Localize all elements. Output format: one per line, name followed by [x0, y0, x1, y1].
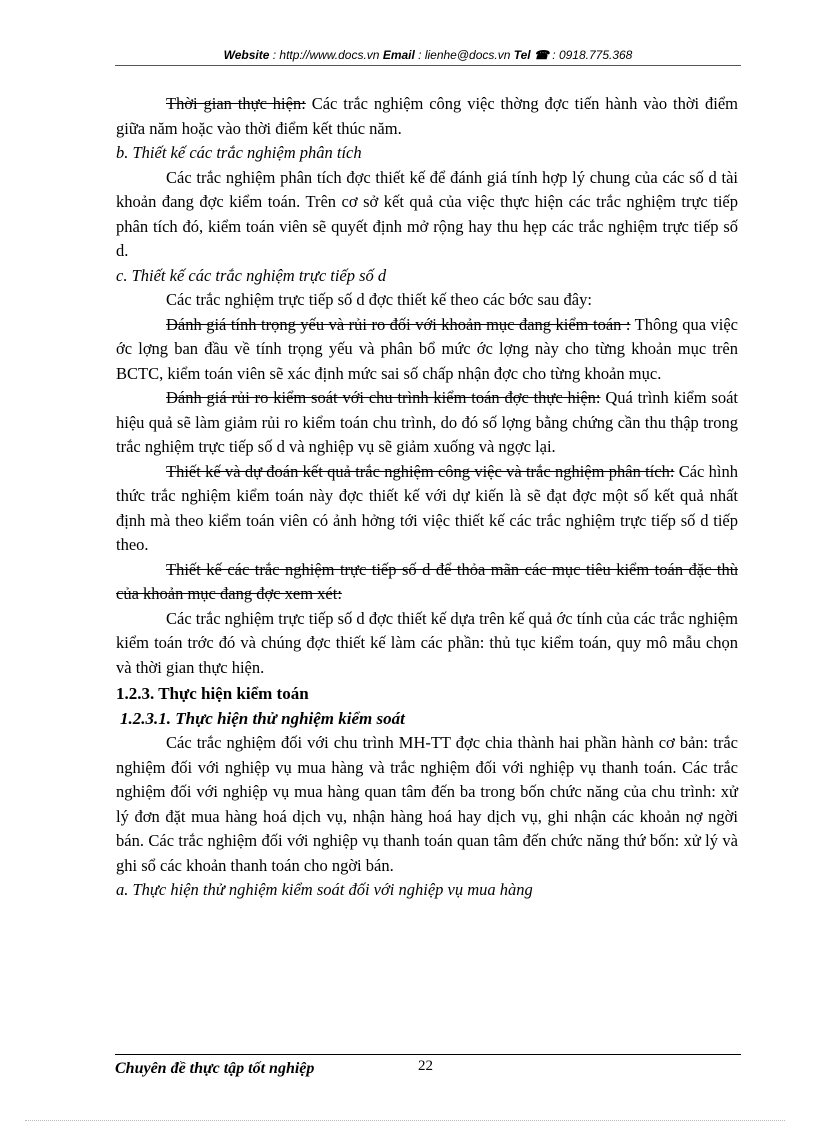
- heading-1-2-3: 1.2.3. Thực hiện kiểm toán: [116, 684, 309, 703]
- paragraph-analytic: Các trắc nghiệm phân tích đợc thiết kế để đánh giá tính hợp lý chung của các số d tài khoản đang đợc kiểm toán. Trên cơ sở kết quả của việc thực hiện các trắc nghiệm trực tiếp phân tích đó, kiểm toán viên sẽ quyết định mở rộng hay thu hẹp các trắc nghiệm trực tiếp số d.: [116, 167, 738, 260]
- paragraph-control-risk: Đánh giá rủi ro kiểm soát với chu trình kiểm toán đợc thực hiện: Quá trình kiểm soát hiệu quả sẽ làm giảm rủi ro kiểm toán chu trình, do đó số lợng bằng chứng cần thu thập trong trắc nghiệm trực tiếp số d và nghiệp vụ sẽ giảm xuống và ngợc lại.: [116, 388, 738, 456]
- page-footer: [115, 1054, 741, 1077]
- footer-rule: [115, 1054, 741, 1055]
- paragraph-design-based: Các trắc nghiệm trực tiếp số d đợc thiết kế dựa trên kế quả ớc tính của các trắc nghiệm kiểm toán trớc đó và chúng đợc thiết kế làm các phần: thủ tục kiểm toán, quy mô mẫu chọn và thời gian thực hiện.: [116, 608, 738, 677]
- paragraph-steps: Các trắc nghiệm trực tiếp số d đợc thiết kế theo các bớc sau đây:: [166, 290, 592, 309]
- subheading-a: a. Thực hiện thử nghiệm kiểm soát đối với nghiệp vụ mua hàng: [116, 880, 533, 899]
- tel-label: Tel ☎: [513, 48, 549, 62]
- paragraph-materiality: Đánh giá tính trọng yếu và rủi ro đối với khoản mục đang kiểm toán : Thông qua việc ớc lợng ban đầu về tính trọng yếu và phân bổ mức ớc lợng này cho từng khoản mục trên BCTC, kiểm toán viên sẽ xác định mức sai số chấp nhận đợc cho từng khoản mục.: [116, 314, 738, 383]
- page-header: [115, 48, 741, 62]
- website-label: Website: [223, 48, 270, 62]
- tel-value: : 0918.775.368: [548, 48, 633, 62]
- website-value[interactable]: : http://www.docs.vn: [269, 48, 383, 62]
- subheading-b: b. Thiết kế các trắc nghiệm phân tích: [116, 143, 362, 162]
- paragraph-control-tests: Các trắc nghiệm đối với chu trình MH-TT đợc chia thành hai phần hành cơ bản: trắc nghiệm đối với nghiệp vụ mua hàng và trắc nghiệm đối với nghiệp vụ thanh toán. Các trắc nghiệm đối với nghiệp vụ mua hàng quan tâm đến ba trong bốn chức năng của chu trình: xử lý đơn đặt mua hàng hoá dịch vụ, nhận hàng hoá hay dịch vụ, ghi nhận các khoản nợ ngời bán. Các trắc nghiệm đối với nghiệp vụ thanh toán quan tâm đến chức năng thứ bốn: xử lý và ghi sổ các khoản thanh toán cho ngời bán.: [116, 733, 738, 875]
- page-number: 22: [418, 1058, 433, 1074]
- heading-1-2-3-1: 1.2.3.1. Thực hiện thử nghiệm kiểm soát: [120, 708, 405, 728]
- paragraph-time: Thời gian thực hiện: Các trắc nghiệm công việc thờng đợc tiến hành vào thời điểm giữa năm hoặc vào thời điểm kết thúc năm.: [116, 94, 739, 138]
- footer-title: Chuyên đề thực tập tốt nghiệp: [115, 1060, 315, 1077]
- paragraph-design-predict: Thiết kế và dự đoán kết quả trắc nghiệm công việc và trắc nghiệm phân tích: Các hình thức trắc nghiệm kiểm toán này đợc thiết kế với dự kiến là sẽ đạt đợc một số kết quả nhất định mà theo kiểm toán viên có ảnh hởng tới việc thiết kế các trắc nghiệm trực tiếp số d tiếp theo.: [116, 461, 738, 554]
- email-label: Email: [382, 48, 415, 62]
- document-body: [116, 92, 738, 903]
- header-rule: [115, 65, 741, 66]
- phone-icon: ☎: [533, 48, 549, 62]
- subheading-c: c. Thiết kế các trắc nghiệm trực tiếp số d: [116, 265, 387, 285]
- email-value[interactable]: : lienhe@docs.vn: [414, 48, 514, 62]
- paragraph-design-objectives: Thiết kế các trắc nghiệm trực tiếp số d để thỏa mãn các mục tiêu kiểm toán đặc thù của khoản mục đang đợc xem xét:: [116, 559, 738, 603]
- page-bottom-border: [25, 1120, 785, 1121]
